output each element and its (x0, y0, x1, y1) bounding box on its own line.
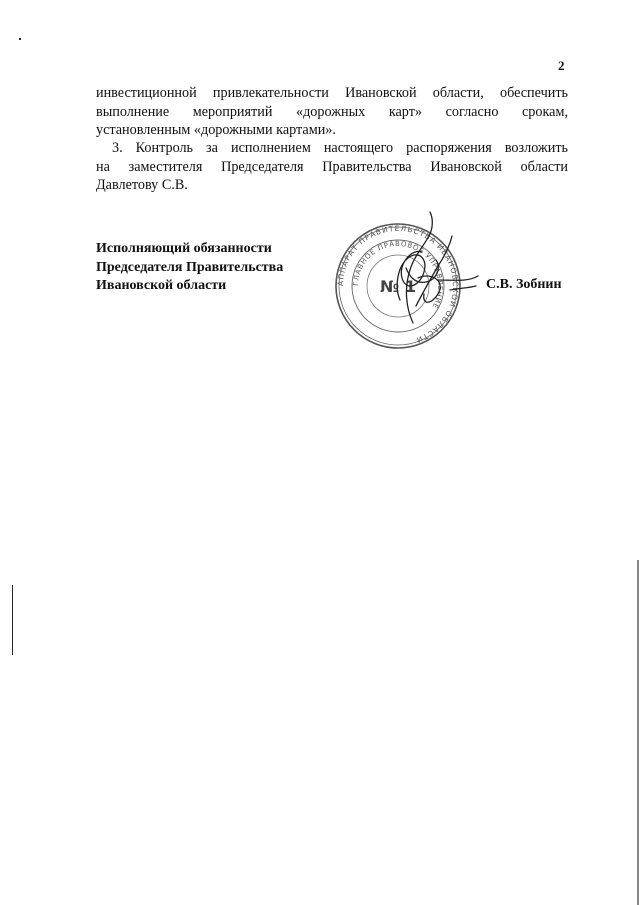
paragraph-2 (96, 139, 568, 195)
scan-margin-mark (12, 585, 13, 655)
paragraph-1 (96, 84, 568, 140)
paragraph-2-line-3: Давлетову С.В. (96, 177, 188, 193)
official-stamp (318, 208, 498, 358)
paragraph-2-line-1: 3. Контроль за исполнением настоящего распоряжения возложить (112, 140, 568, 156)
signer-name: С.В. Зобнин (486, 277, 562, 292)
stamp-inner-text: ГЛАВНОЕ ПРАВОВОЕ УПРАВЛЕНИЕ (351, 239, 445, 311)
paragraph-1-line-2: выполнение мероприятий «дорожных карт» согласно срокам, (96, 103, 568, 120)
scan-edge-mark (637, 560, 639, 905)
signatory-position-line-1: Исполняющий обязанности (96, 241, 272, 256)
stamp-outer-text: АППАРАТ ПРАВИТЕЛЬСТВА ИВАНОВСКОЙ ОБЛАСТИ (335, 223, 461, 345)
scan-dust-mark (19, 38, 21, 40)
stamp-and-signature-graphic (318, 208, 498, 358)
paragraph-1-line-3: установленным «дорожными картами». (96, 122, 336, 138)
paragraph-2-line-2: на заместителя Председателя Правительства Ивановской области (96, 158, 568, 175)
signatory-position-line-2: Председателя Правительства (96, 259, 284, 275)
page-number: 2 (558, 58, 565, 73)
signatory-position (96, 240, 283, 296)
stamp-center-number: № 1 (380, 277, 416, 296)
signatory-position-line-3: Ивановской области (96, 278, 227, 293)
paragraph-1-line-1: инвестиционной привлекательности Ивановской области, обеспечить (96, 85, 568, 101)
